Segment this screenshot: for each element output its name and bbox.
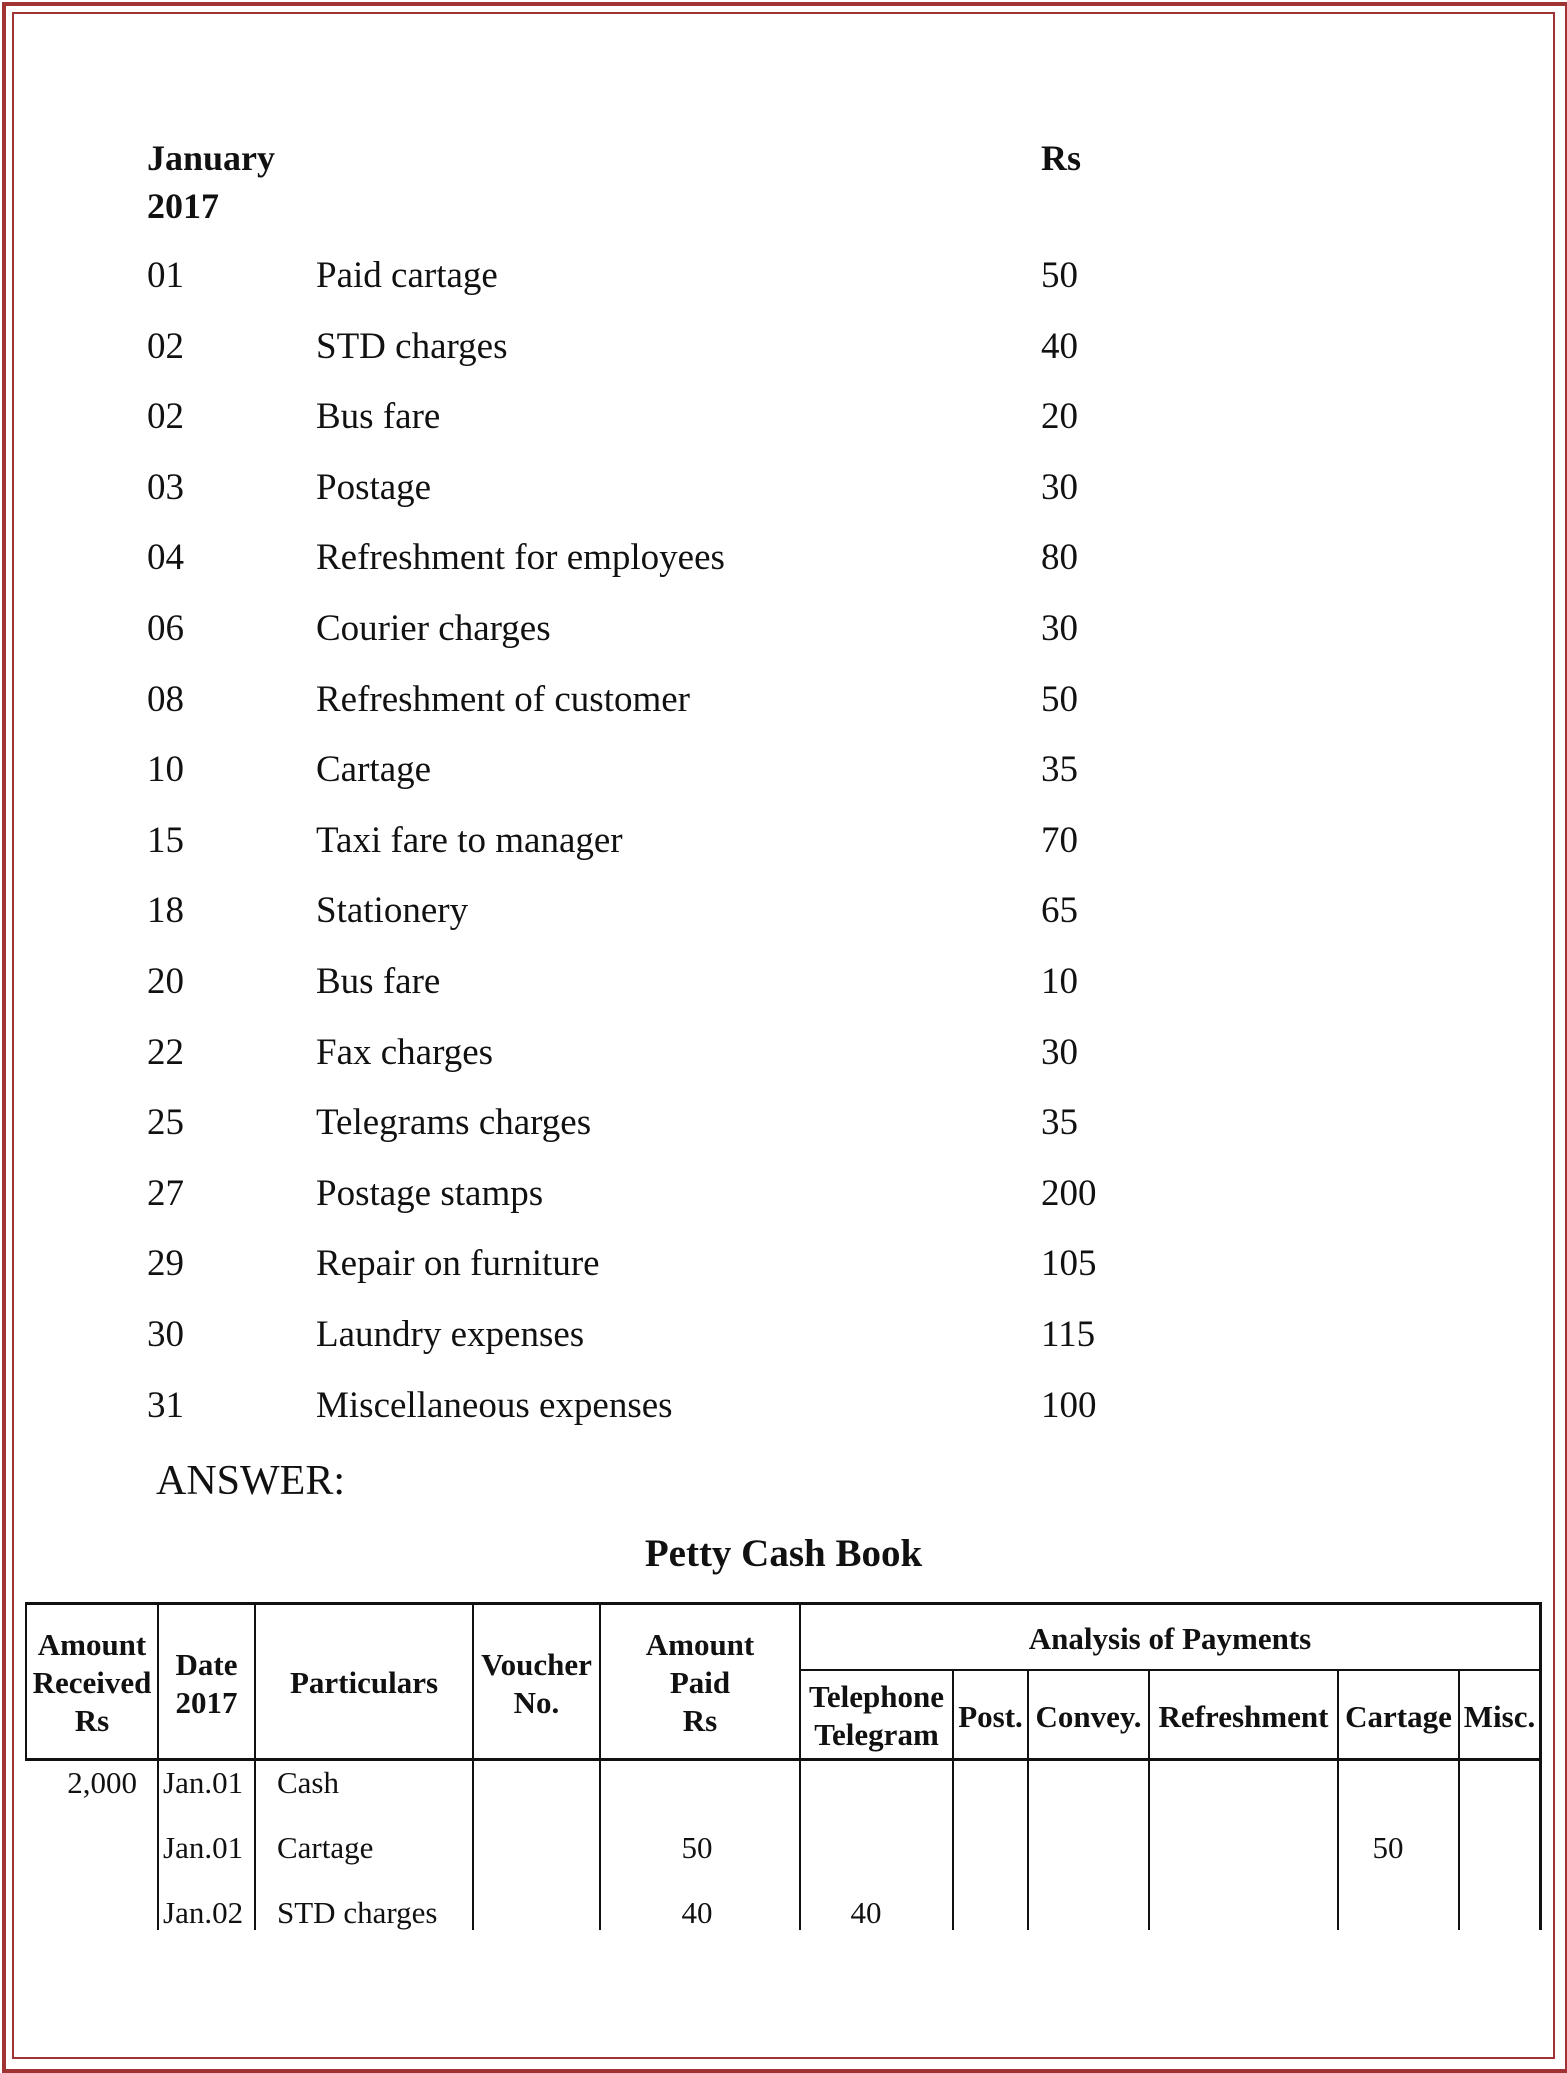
txn-particulars: Courier charges bbox=[316, 608, 551, 649]
pc-particulars: STD charges bbox=[277, 1895, 438, 1930]
amount-header: Rs bbox=[1041, 138, 1082, 178]
txn-day: 27 bbox=[147, 1173, 184, 1214]
pc-particulars: Cartage bbox=[277, 1830, 374, 1865]
pc-amount-paid: 40 bbox=[681, 1895, 713, 1930]
txn-amount: 30 bbox=[1041, 467, 1078, 508]
txn-amount: 80 bbox=[1041, 537, 1078, 578]
txn-day: 25 bbox=[147, 1102, 184, 1143]
txn-particulars: Miscellaneous expenses bbox=[316, 1385, 673, 1426]
txn-amount: 50 bbox=[1041, 255, 1078, 296]
date-header-month: January bbox=[147, 138, 276, 178]
txn-particulars: Bus fare bbox=[316, 396, 441, 437]
txn-amount: 35 bbox=[1041, 749, 1078, 790]
txn-particulars: STD charges bbox=[316, 326, 508, 367]
txn-particulars: Taxi fare to manager bbox=[316, 820, 623, 861]
txn-particulars: Refreshment of customer bbox=[316, 679, 690, 720]
pc-amount-received: 2,000 bbox=[67, 1765, 137, 1800]
txn-day: 20 bbox=[147, 961, 184, 1002]
txn-particulars: Bus fare bbox=[316, 961, 441, 1002]
txn-day: 04 bbox=[147, 537, 184, 578]
txn-day: 02 bbox=[147, 326, 184, 367]
txn-day: 06 bbox=[147, 608, 184, 649]
header-misc: Misc. bbox=[1463, 1699, 1536, 1734]
txn-day: 03 bbox=[147, 467, 184, 508]
txn-amount: 20 bbox=[1041, 396, 1078, 437]
petty-cash-title: Petty Cash Book bbox=[644, 1532, 923, 1575]
txn-day: 02 bbox=[147, 396, 184, 437]
txn-particulars: Telegrams charges bbox=[316, 1102, 592, 1143]
txn-particulars: Paid cartage bbox=[316, 255, 498, 296]
pc-particulars: Cash bbox=[277, 1765, 339, 1800]
header-cartage: Cartage bbox=[1345, 1699, 1452, 1734]
txn-day: 15 bbox=[147, 820, 184, 861]
txn-amount: 35 bbox=[1041, 1102, 1078, 1143]
pc-date: Jan.02 bbox=[163, 1895, 244, 1930]
txn-day: 30 bbox=[147, 1314, 184, 1355]
header-convey: Convey. bbox=[1035, 1699, 1142, 1734]
txn-particulars: Stationery bbox=[316, 890, 469, 931]
pc-telephone: 40 bbox=[850, 1895, 882, 1930]
header-refreshment: Refreshment bbox=[1158, 1699, 1329, 1734]
header-amount-paid: Amount Paid Rs bbox=[645, 1627, 755, 1738]
txn-amount: 50 bbox=[1041, 679, 1078, 720]
txn-amount: 100 bbox=[1041, 1385, 1097, 1426]
pc-amount-paid: 50 bbox=[681, 1830, 713, 1865]
txn-amount: 105 bbox=[1041, 1243, 1097, 1284]
pc-date: Jan.01 bbox=[163, 1765, 244, 1800]
header-date: Date 2017 bbox=[175, 1647, 238, 1720]
txn-particulars: Refreshment for employees bbox=[316, 537, 725, 578]
header-voucher: Voucher No. bbox=[481, 1647, 592, 1720]
header-analysis-of-payments: Analysis of Payments bbox=[1028, 1621, 1312, 1656]
txn-amount: 40 bbox=[1041, 326, 1078, 367]
pc-cartage: 50 bbox=[1372, 1830, 1404, 1865]
txn-amount: 10 bbox=[1041, 961, 1078, 1002]
header-amount-received: Amount Received Rs bbox=[32, 1627, 152, 1738]
txn-amount: 30 bbox=[1041, 1032, 1078, 1073]
header-post: Post. bbox=[958, 1699, 1023, 1734]
txn-particulars: Cartage bbox=[316, 749, 432, 790]
txn-amount: 70 bbox=[1041, 820, 1078, 861]
txn-day: 10 bbox=[147, 749, 184, 790]
txn-particulars: Repair on furniture bbox=[316, 1243, 600, 1284]
txn-particulars: Postage stamps bbox=[316, 1173, 544, 1214]
txn-day: 31 bbox=[147, 1385, 184, 1426]
txn-amount: 115 bbox=[1041, 1314, 1096, 1355]
txn-amount: 200 bbox=[1041, 1173, 1097, 1214]
answer-label: ANSWER: bbox=[156, 1458, 345, 1504]
txn-amount: 65 bbox=[1041, 890, 1078, 931]
txn-particulars: Fax charges bbox=[316, 1032, 494, 1073]
txn-particulars: Postage bbox=[316, 467, 432, 508]
txn-day: 08 bbox=[147, 679, 184, 720]
header-telephone-telegram: Telephone Telegram bbox=[809, 1679, 944, 1752]
pc-date: Jan.01 bbox=[163, 1830, 244, 1865]
txn-day: 22 bbox=[147, 1032, 184, 1073]
txn-day: 01 bbox=[147, 255, 184, 296]
txn-amount: 30 bbox=[1041, 608, 1078, 649]
header-particulars: Particulars bbox=[289, 1665, 439, 1700]
page-border-inner bbox=[12, 12, 1555, 2059]
date-header-year: 2017 bbox=[147, 186, 219, 226]
txn-particulars: Laundry expenses bbox=[316, 1314, 585, 1355]
txn-day: 29 bbox=[147, 1243, 184, 1284]
txn-day: 18 bbox=[147, 890, 184, 931]
